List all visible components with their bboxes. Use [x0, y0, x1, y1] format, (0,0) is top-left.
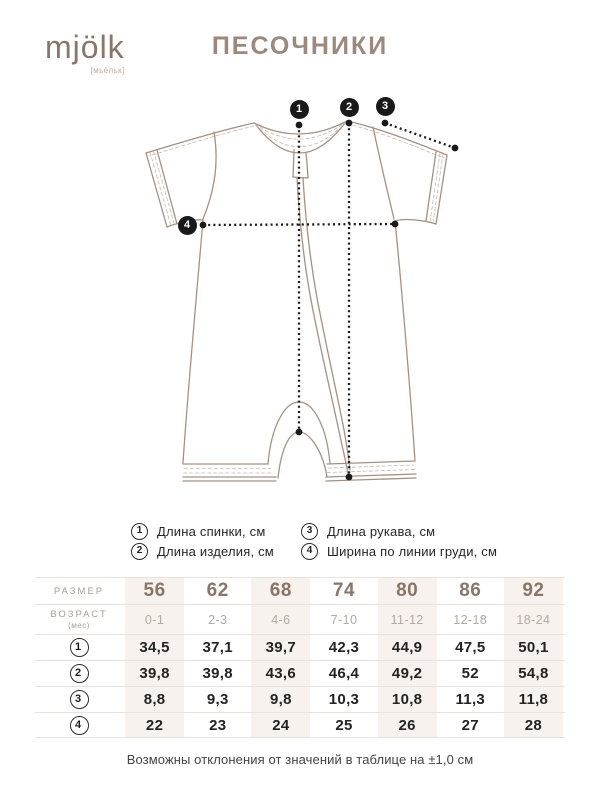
tolerance-note: Возможны отклонения от значений в таблице на ±1,0 см	[126, 752, 474, 767]
row-number-badge: 2	[70, 664, 89, 683]
value-cell: 37,1	[186, 634, 249, 660]
value-cell: 11,3	[439, 686, 502, 712]
value-cell: 50,1	[502, 634, 565, 660]
legend-number-badge-1: 1	[131, 523, 148, 540]
legend-number-badge-2: 2	[131, 543, 148, 560]
value-cell: 28	[502, 712, 565, 738]
page-title: ПЕСОЧНИКИ	[211, 32, 389, 60]
age-row-label: ВОЗРАСТ (мес)	[35, 604, 123, 634]
legend-item-label: Ширина по линии груди, см	[327, 543, 498, 559]
size-cell: 74	[312, 577, 375, 604]
row-number-cell	[35, 660, 123, 686]
row-number-cell	[35, 712, 123, 738]
value-cell: 42,3	[312, 634, 375, 660]
measure-badge-1: 1	[290, 100, 309, 119]
legend-item-4	[301, 543, 497, 559]
value-cell: 39,7	[249, 634, 312, 660]
legend-column-left	[131, 523, 301, 559]
value-cell: 11,8	[502, 686, 565, 712]
legend-number-badge-3: 3	[301, 523, 318, 540]
size-cell: 92	[502, 577, 565, 604]
legend-item-label: Длина изделия, см	[157, 543, 274, 559]
value-cell: 9,3	[186, 686, 249, 712]
age-cell: 0-1	[123, 604, 186, 634]
romper-outline	[146, 121, 447, 481]
value-cell: 44,9	[376, 634, 439, 660]
value-cell: 27	[439, 712, 502, 738]
brand-logo-text: mjölk	[45, 29, 125, 65]
legend-column-right	[301, 523, 497, 559]
row-number-cell	[35, 686, 123, 712]
measurement-lines	[203, 123, 455, 477]
value-cell: 23	[186, 712, 249, 738]
value-cell: 49,2	[376, 660, 439, 686]
value-cell: 47,5	[439, 634, 502, 660]
value-cell: 43,6	[249, 660, 312, 686]
measure-line-sleeve	[385, 123, 455, 148]
legend-item-label: Длина рукава, см	[327, 523, 436, 539]
size-row-label: РАЗМЕР	[35, 577, 123, 604]
value-cell: 24	[249, 712, 312, 738]
brand-logo-subtitle: [мьёльк]	[90, 65, 125, 75]
measure-row-2	[35, 660, 565, 686]
size-header-row	[35, 577, 565, 604]
measure-badge-3: 3	[376, 97, 395, 116]
legend-number-badge-4: 4	[301, 543, 318, 560]
size-cell: 86	[439, 577, 502, 604]
value-cell: 46,4	[312, 660, 375, 686]
value-cell: 10,8	[376, 686, 439, 712]
value-cell: 9,8	[249, 686, 312, 712]
row-number-badge: 4	[70, 716, 89, 735]
age-cell: 2-3	[186, 604, 249, 634]
value-cell: 39,8	[123, 660, 186, 686]
measure-row-3	[35, 686, 565, 712]
measure-badge-2: 2	[340, 98, 359, 117]
age-cell: 12-18	[439, 604, 502, 634]
row-number-badge: 3	[70, 690, 89, 709]
value-cell: 8,8	[123, 686, 186, 712]
legend-item-2	[131, 543, 301, 559]
measure-line-chest	[203, 224, 395, 225]
value-cell: 52	[439, 660, 502, 686]
value-cell: 22	[123, 712, 186, 738]
value-cell: 34,5	[123, 634, 186, 660]
value-cell: 25	[312, 712, 375, 738]
size-cell: 68	[249, 577, 312, 604]
age-cell: 11-12	[376, 604, 439, 634]
row-number-badge: 1	[70, 638, 89, 657]
age-row	[35, 604, 565, 634]
size-table	[35, 577, 565, 738]
value-cell: 54,8	[502, 660, 565, 686]
measure-badge-4: 4	[178, 216, 197, 235]
value-cell: 10,3	[312, 686, 375, 712]
size-cell: 62	[186, 577, 249, 604]
row-number-cell	[35, 634, 123, 660]
size-cell: 80	[376, 577, 439, 604]
stitch-lines	[149, 122, 444, 473]
legend-item-label: Длина спинки, см	[157, 523, 266, 539]
measure-row-4	[35, 712, 565, 738]
size-table-wrap	[35, 577, 565, 738]
value-cell: 26	[376, 712, 439, 738]
value-cell: 39,8	[186, 660, 249, 686]
age-cell: 18-24	[502, 604, 565, 634]
measurement-dots	[200, 120, 459, 481]
measure-row-1	[35, 634, 565, 660]
age-cell: 4-6	[249, 604, 312, 634]
legend-item-1	[131, 523, 301, 539]
legend-item-3	[301, 523, 497, 539]
measurements-legend	[131, 523, 497, 559]
age-cell: 7-10	[312, 604, 375, 634]
size-cell: 56	[123, 577, 186, 604]
